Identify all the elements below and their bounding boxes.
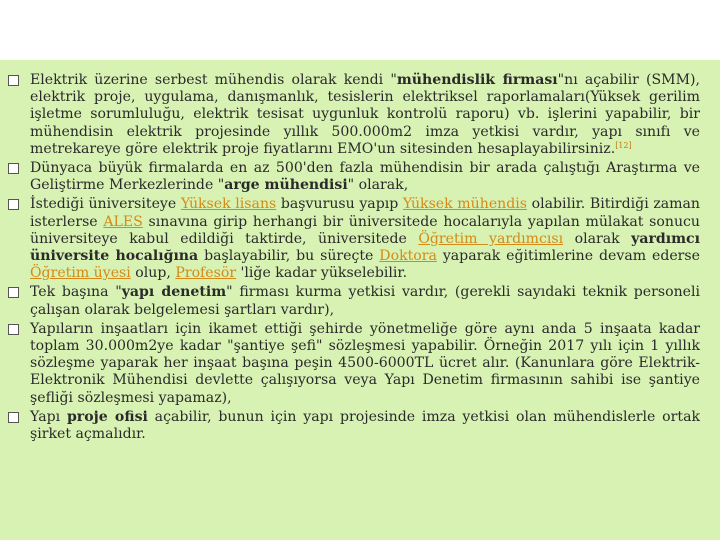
body-text: olabilir. Bitirdiği zaman isterlerse <box>30 196 700 230</box>
body-text: " firması kurma yetkisi vardır, (gerekli sayıdaki teknik personeli çalışan olarak belgelemesi şartları vardır), <box>30 284 700 318</box>
body-text: 'liğe kadar yükselebilir. <box>236 265 408 282</box>
body-text: olarak <box>563 230 632 247</box>
inline-link[interactable]: Yüksek mühendis <box>402 196 528 213</box>
body-text: Yapıların inşaatları için ikamet ettiği şehirde yönetmeliğe göre aynı anda 5 inşaata kadar toplam 30.000m2ye kadar "şantiye şefi" sözleşmesi yapabilir. Örneğin 2017 yılı için 1 yıllık sözleşme yaparak her inşaat başına peşin 4500-6000TL ücret alır. (Kanunlara göre Elektrik-Elektronik Mühendisi devlette çalışıyorsa veya Yapı Denetim firmasının sahibi ise şantiye şefliği sözleşmesi yapamaz), <box>30 320 700 406</box>
body-text: " olarak, <box>347 177 409 194</box>
inline-link[interactable]: Öğretim üyesi <box>30 265 131 282</box>
body-text: açabilir, bunun için yapı projesinde imza yetkisi olan mühendislerle ortak şirket açmalıdır. <box>30 408 701 443</box>
body-text: Dünyaca büyük firmalarda en az 500'den fazla mühendisin bir arada çalıştığı Araştırma ve Geliştirme Merkezlerinde " <box>30 160 700 194</box>
citation-superscript[interactable]: [12] <box>615 140 632 150</box>
bullet-item <box>8 409 700 443</box>
bullet-item <box>8 196 700 282</box>
body-text: Yapı <box>30 408 67 425</box>
bullet-item <box>8 284 700 318</box>
bullet-item <box>8 321 700 407</box>
square-bullet-icon <box>8 287 19 298</box>
bold-text: yapı denetim <box>121 284 227 301</box>
bold-text: yardımcı üniversite hocalığına <box>30 230 700 265</box>
bullet-list <box>8 72 700 445</box>
body-text: başvurusu yapıp <box>276 196 403 213</box>
header-band <box>0 0 720 60</box>
bullet-item <box>8 72 700 158</box>
body-text: olup, <box>130 265 176 282</box>
square-bullet-icon <box>8 412 19 423</box>
body-text: yaparak eğitimlerine devam ederse <box>436 248 700 265</box>
inline-link[interactable]: Öğretim yardımcısı <box>418 230 564 247</box>
inline-link[interactable]: Doktora <box>379 248 437 265</box>
bold-text: arge mühendisi <box>224 177 348 194</box>
inline-link[interactable]: Profesör <box>175 265 237 282</box>
square-bullet-icon <box>8 324 19 335</box>
body-text: İstediği üniversiteye <box>30 196 181 213</box>
inline-link[interactable]: ALES <box>103 213 143 230</box>
inline-link[interactable]: Yüksek lisans <box>180 196 277 213</box>
body-text: Elektrik üzerine serbest mühendis olarak kendi " <box>30 72 397 88</box>
body-text: "nı açabilir (SMM), elektrik proje, uygulama, danışmanlık, tesislerin elektriksel raporlamaları(Yüksek gerilim işletme sorumluluğu, elektrik tesisat uygunluk kontrolü raporu) vb. işlerini yapabilir, bir mühendisin elektrik projesinde yıllık 500.000m2 imza yetkisi vardır, yapı sınıfı ve metrekareye göre elektrik proje fiyatlarını EMO'un sitesinden hesaplayabilirsiniz. <box>30 72 700 157</box>
square-bullet-icon <box>8 163 19 174</box>
square-bullet-icon <box>8 75 19 86</box>
body-text: başlayabilir, bu süreçte <box>198 248 380 265</box>
square-bullet-icon <box>8 199 19 210</box>
body-text: sınavına girip herhangi bir üniversitede hocalarıyla yapılan mülakat sonucu üniversiteye kabul edildiği taktirde, üniversitede <box>30 213 700 247</box>
body-text: Tek başına " <box>30 284 122 301</box>
bold-text: mühendislik firması <box>396 72 558 88</box>
bullet-item <box>8 160 700 194</box>
bold-text: proje ofisi <box>66 408 148 425</box>
